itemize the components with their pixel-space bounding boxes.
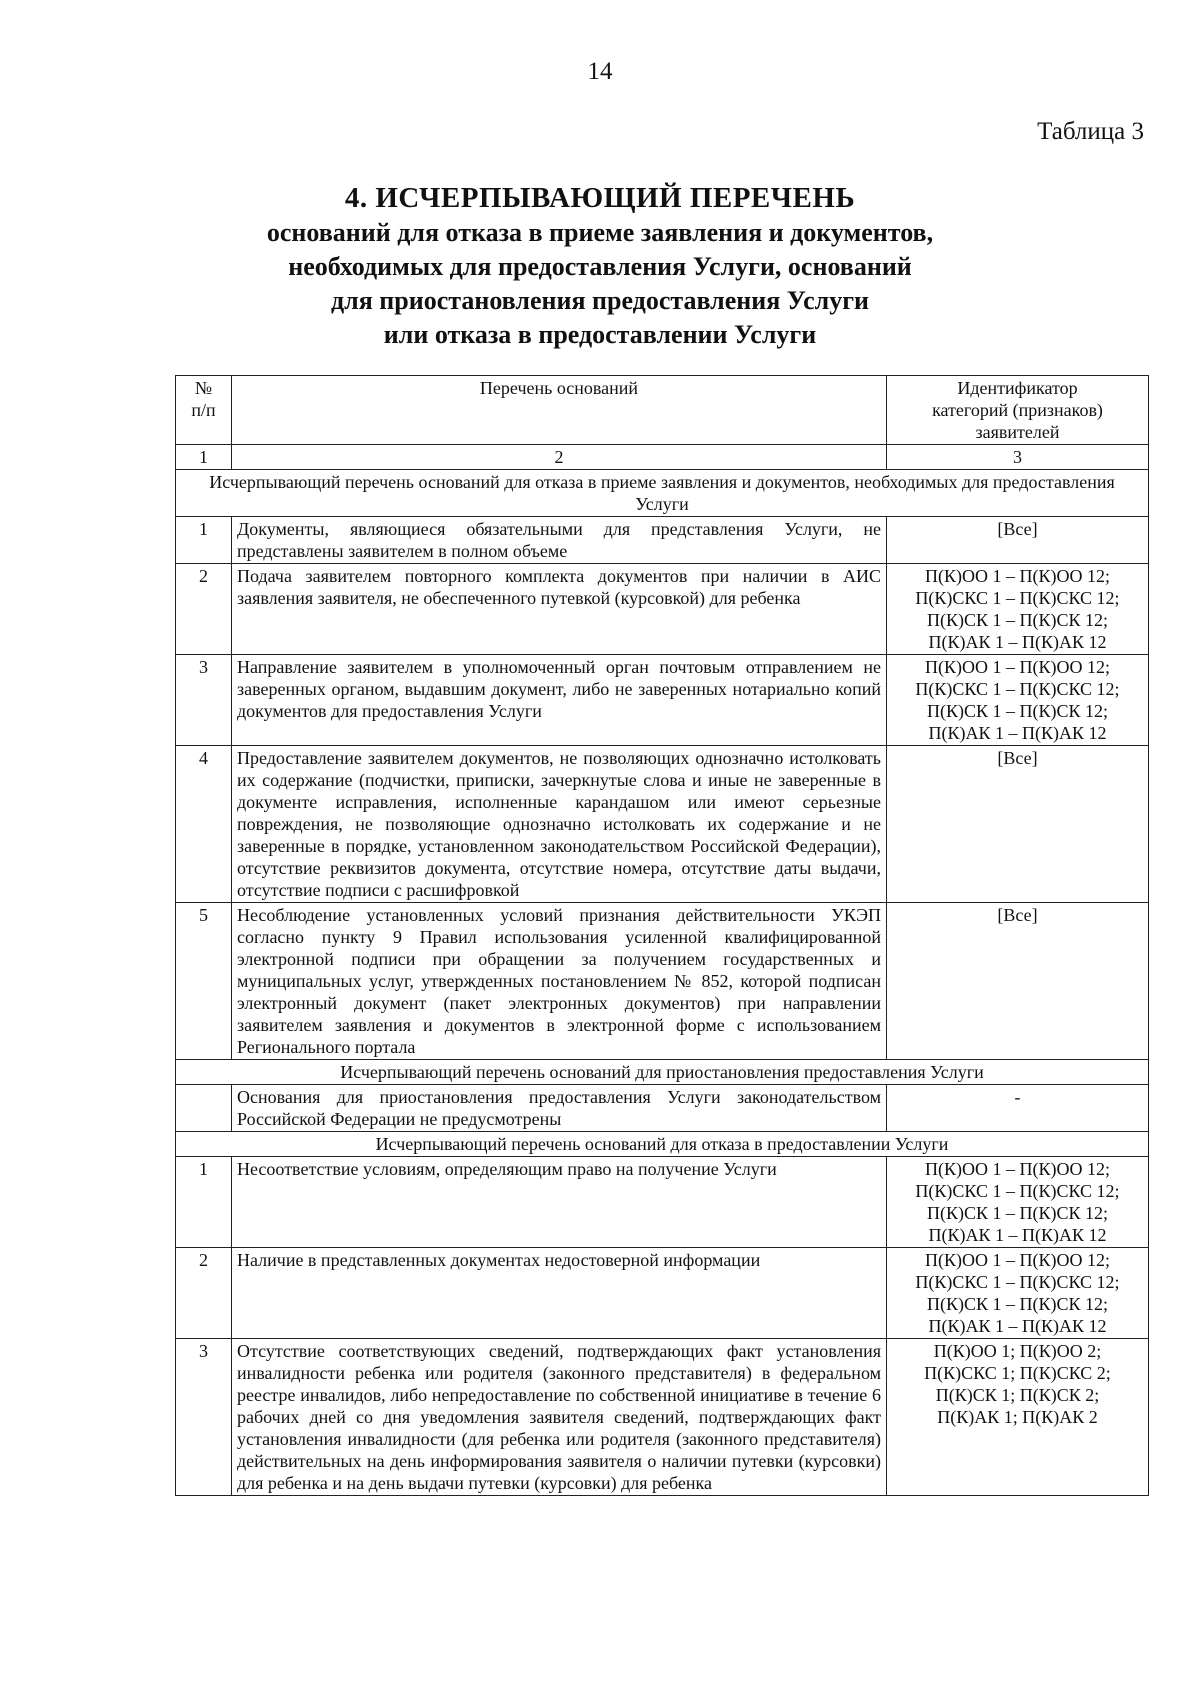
table-row	[176, 1085, 1149, 1132]
row-ground-text: Подача заявителем повторного комплекта документов при наличии в АИС заявления заявителя, не обеспеченного путевкой (курсовкой) для ребенка	[232, 564, 887, 655]
table-caption: Таблица 3	[1037, 118, 1144, 145]
row-identifier: [Все]	[887, 517, 1149, 564]
row-ground-text: Наличие в представленных документах недостоверной информации	[232, 1248, 887, 1339]
column-number-cell: 3	[887, 445, 1149, 470]
row-number: 4	[176, 746, 232, 903]
row-identifier: П(К)ОО 1; П(К)ОО 2; П(К)СКС 1; П(К)СКС 2; П(К)СК 1; П(К)СК 2; П(К)АК 1; П(К)АК 2	[887, 1339, 1149, 1496]
row-number: 3	[176, 1339, 232, 1496]
page-number: 14	[587, 58, 613, 85]
section-title: Исчерпывающий перечень оснований для отказа в предоставлении Услуги	[176, 1132, 1149, 1157]
header-cell-number: № п/п	[176, 376, 232, 445]
row-ground-text: Документы, являющиеся обязательными для представления Услуги, не представлены заявителем в полном объеме	[232, 517, 887, 564]
section-header-row	[176, 1060, 1149, 1085]
grounds-table-body	[176, 376, 1149, 1496]
row-number: 2	[176, 1248, 232, 1339]
row-number: 2	[176, 564, 232, 655]
section-title: Исчерпывающий перечень оснований для отказа в приеме заявления и документов, необходимых для предоставления Услуги	[176, 470, 1149, 517]
section-header-row	[176, 1132, 1149, 1157]
row-identifier: П(К)ОО 1 – П(К)ОО 12; П(К)СКС 1 – П(К)СКС 12; П(К)СК 1 – П(К)СК 12; П(К)АК 1 – П(К)АК 12	[887, 1248, 1149, 1339]
header-cell-grounds: Перечень оснований	[232, 376, 887, 445]
row-number	[176, 1085, 232, 1132]
grounds-table	[175, 375, 1149, 1496]
section-title: Исчерпывающий перечень оснований для приостановления предоставления Услуги	[176, 1060, 1149, 1085]
title-line: оснований для отказа в приеме заявления и документов,	[266, 218, 934, 247]
section-header-row	[176, 470, 1149, 517]
row-ground-text: Отсутствие соответствующих сведений, подтверждающих факт установления инвалидности ребенка или родителя (законного представителя) в федеральном реестре инвалидов, либо непредоставление по собственной инициативе в течение 6 рабочих дней со дня уведомления заявителя сведений, подтверждающих факт установления инвалидности (для ребенка или родителя (законного представителя) действительных на день информирования заявителя о наличии путевки (курсовки) для ребенка и на день выдачи путевки (курсовки) для ребенка	[232, 1339, 887, 1496]
row-number: 1	[176, 517, 232, 564]
row-identifier: [Все]	[887, 746, 1149, 903]
table-row	[176, 1339, 1149, 1496]
table-row	[176, 746, 1149, 903]
row-number: 3	[176, 655, 232, 746]
table-row	[176, 1157, 1149, 1248]
table-header-row	[176, 376, 1149, 445]
row-ground-text: Предоставление заявителем документов, не позволяющих однозначно истолковать их содержание (подчистки, приписки, зачеркнутые слова и иные не заверенные в документе исправления, исполненные карандашом или имеют серьезные повреждения, не позволяющие однозначно истолковать их содержание и не заверенные в порядке, установленном законодательством Российской Федерации), отсутствие реквизитов документа, отсутствие номера, отсутствие даты выдачи, отсутствие подписи с расшифровкой	[232, 746, 887, 903]
row-identifier: [Все]	[887, 903, 1149, 1060]
row-identifier: П(К)ОО 1 – П(К)ОО 12; П(К)СКС 1 – П(К)СКС 12; П(К)СК 1 – П(К)СК 12; П(К)АК 1 – П(К)АК 12	[887, 564, 1149, 655]
column-number-cell: 2	[232, 445, 887, 470]
row-ground-text: Несоблюдение установленных условий признания действительности УКЭП согласно пункту 9 Правил использования усиленной квалифицированной электронной подписи при обращении за получением государственных и муниципальных услуг, утвержденных постановлением № 852, которой подписан электронный документ (пакет электронных документов) при направлении заявителем заявления и документов в электронной форме с использованием Регионального портала	[232, 903, 887, 1060]
row-number: 5	[176, 903, 232, 1060]
title-line: или отказа в предоставлении Услуги	[383, 320, 817, 349]
table-row	[176, 517, 1149, 564]
document-title	[150, 180, 1050, 352]
row-ground-text: Основания для приостановления предоставления Услуги законодательством Российской Федерации не предусмотрены	[232, 1085, 887, 1132]
row-identifier: П(К)ОО 1 – П(К)ОО 12; П(К)СКС 1 – П(К)СКС 12; П(К)СК 1 – П(К)СК 12; П(К)АК 1 – П(К)АК 12	[887, 655, 1149, 746]
table-row	[176, 903, 1149, 1060]
column-number-cell: 1	[176, 445, 232, 470]
table-row	[176, 564, 1149, 655]
title-line: необходимых для предоставления Услуги, оснований	[288, 252, 912, 281]
row-identifier: -	[887, 1085, 1149, 1132]
table-row	[176, 655, 1149, 746]
row-ground-text: Направление заявителем в уполномоченный орган почтовым отправлением не заверенных органом, выдавшим документ, либо не заверенных нотариально копий документов для предоставления Услуги	[232, 655, 887, 746]
title-line: для приостановления предоставления Услуги	[330, 286, 869, 315]
row-number: 1	[176, 1157, 232, 1248]
row-identifier: П(К)ОО 1 – П(К)ОО 12; П(К)СКС 1 – П(К)СКС 12; П(К)СК 1 – П(К)СК 12; П(К)АК 1 – П(К)АК 12	[887, 1157, 1149, 1248]
row-ground-text: Несоответствие условиям, определяющим право на получение Услуги	[232, 1157, 887, 1248]
column-number-row	[176, 445, 1149, 470]
header-cell-identifier: Идентификатор категорий (признаков) заявителей	[887, 376, 1149, 445]
title-main: 4. ИСЧЕРПЫВАЮЩИЙ ПЕРЕЧЕНЬ	[344, 182, 856, 214]
table-row	[176, 1248, 1149, 1339]
